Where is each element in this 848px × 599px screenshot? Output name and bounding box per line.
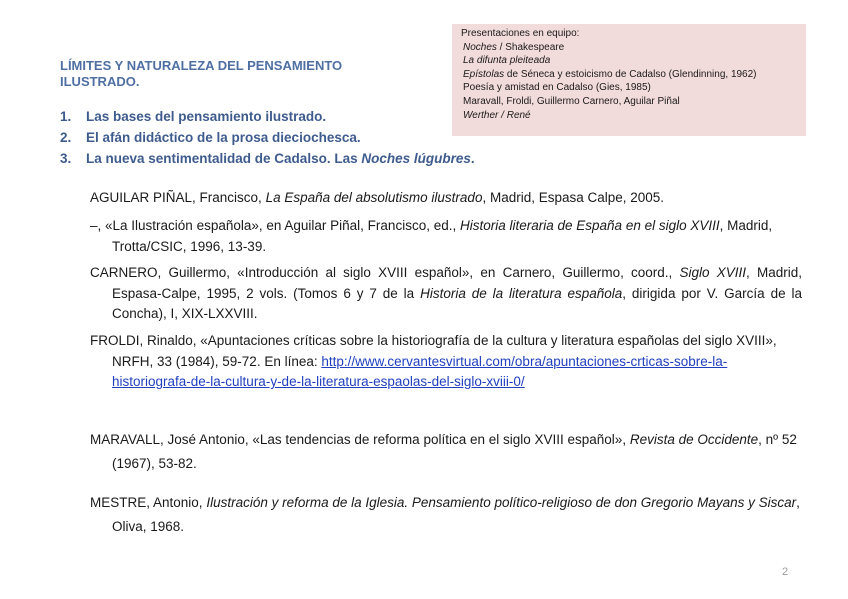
team-item-italic: Epístolas	[463, 68, 505, 80]
outline-number: 1.	[60, 109, 72, 124]
bibliography-entry-froldi	[90, 331, 802, 393]
team-presentation-item	[461, 68, 798, 82]
outline-number: 2.	[60, 130, 72, 145]
outline-italic: Noches lúgubres	[361, 151, 471, 166]
entry-title: La España del absolutismo ilustrado	[265, 190, 483, 205]
outline-item	[60, 148, 475, 169]
team-presentation-item	[461, 54, 798, 68]
bibliography-entry-mestre	[90, 491, 802, 539]
outline-text: La nueva sentimentalidad de Cadalso. Las	[86, 151, 362, 166]
outline-text: El afán didáctico de la prosa dieciochesca.	[86, 130, 361, 145]
team-item-text: Poesía y amistad en Cadalso (Gies, 1985)	[463, 82, 651, 94]
outline-item	[60, 127, 475, 148]
team-presentation-item	[461, 109, 798, 123]
entry-text: , Oliva, 1968.	[112, 495, 800, 534]
slide-title: LÍMITES Y NATURALEZA DEL PENSAMIENTO ILUSTRADO.	[60, 58, 343, 89]
team-item-italic: La difunta pleiteada	[463, 55, 551, 67]
bibliography-entry-aguilar-1	[90, 188, 802, 209]
entry-text: FROLDI, Rinaldo, «Apuntaciones críticas sobre la historiografía de la cultura y literatura españolas del siglo XVIII», NRFH, 33 (1984), 59-72. En línea:	[90, 333, 777, 369]
team-presentations-heading: Presentaciones en equipo:	[461, 28, 580, 39]
page-number: 2	[782, 566, 789, 578]
topic-outline	[60, 106, 475, 169]
froldi-online-link[interactable]: http://www.cervantesvirtual.com/obra/apuntaciones-crticas-sobre-la-historiografa-de-la-cultura-y-de-la-literatura-espaolas-del-siglo-xviii-0/	[112, 353, 728, 389]
entry-title: Historia de la literatura española	[420, 285, 623, 301]
team-presentation-item	[461, 41, 798, 55]
entry-text: AGUILAR PIÑAL, Francisco,	[90, 190, 266, 205]
outline-text: Las bases del pensamiento ilustrado.	[86, 109, 327, 124]
entry-text: –, «La Ilustración española», en Aguilar Piñal, Francisco, ed.,	[90, 218, 460, 233]
entry-title: Ilustración y reforma de la Iglesia. Pensamiento político-religioso de don Gregorio Mayans y Siscar	[206, 495, 797, 510]
outline-text-end: .	[470, 151, 475, 166]
bibliography-entry-maravall	[90, 428, 802, 476]
team-presentations-box	[452, 24, 806, 136]
team-item-italic: Noches	[463, 41, 497, 53]
entry-text: , Madrid, Trotta/CSIC, 1996, 13-39.	[112, 218, 773, 254]
entry-text: , dirigida por V. García de la Concha), I, XIX-LXXVIII.	[112, 285, 802, 321]
team-item-text: / Shakespeare	[496, 41, 565, 53]
team-item-text: Maravall, Froldi, Guillermo Carnero, Aguilar Piñal	[463, 95, 680, 107]
entry-text: , Madrid, Espasa Calpe, 2005.	[482, 190, 665, 205]
entry-text: MESTRE, Antonio,	[90, 495, 207, 510]
entry-title: Revista de Occidente	[629, 432, 759, 447]
team-presentation-item	[461, 95, 798, 109]
entry-text: , nº 52 (1967), 53-82.	[112, 432, 797, 471]
outline-number: 3.	[60, 151, 72, 166]
entry-title: Siglo XVIII	[679, 265, 747, 280]
team-presentation-item	[461, 81, 798, 95]
bibliography-entry-carnero	[90, 263, 802, 325]
bibliography-entry-aguilar-2	[90, 216, 802, 257]
entry-text: , Madrid, Espasa-Calpe, 1995, 2 vols. (Tomos 6 y 7 de la	[112, 265, 802, 301]
team-item-text: de Séneca y estoicismo de Cadalso (Glendinning, 1962)	[504, 68, 757, 80]
outline-item	[60, 106, 475, 127]
entry-title: Historia literaria de España en el siglo XVIII	[459, 218, 720, 233]
entry-text: CARNERO, Guillermo, «Introducción al siglo XVIII español», en Carnero, Guillermo, coord.,	[90, 265, 680, 280]
entry-text: MARAVALL, José Antonio, «Las tendencias de reforma política en el siglo XVIII español»,	[90, 432, 630, 447]
team-item-italic: Werther / René	[463, 109, 531, 121]
